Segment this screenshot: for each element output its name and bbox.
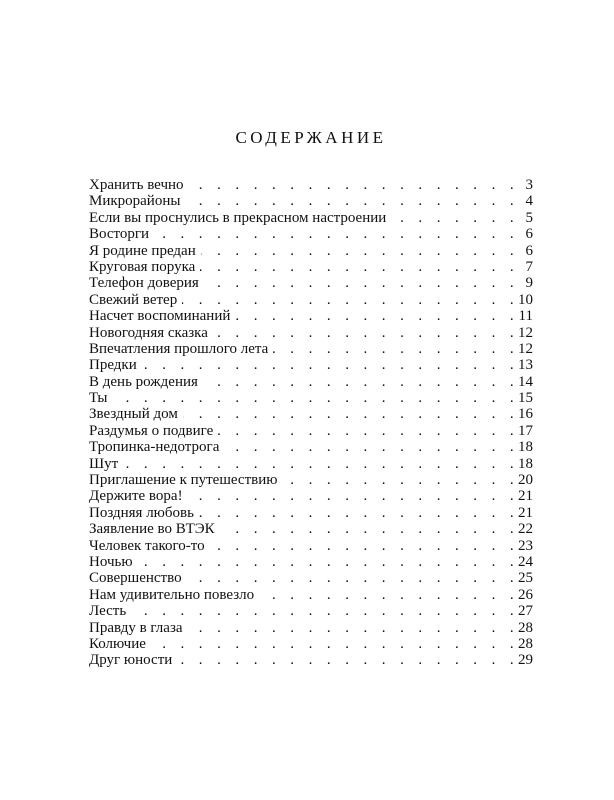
- toc-entry-title: Новогодняя сказка: [89, 325, 213, 341]
- toc-entry: [89, 636, 533, 652]
- toc-entry-page: 11: [515, 308, 533, 324]
- toc-entry-page: 28: [514, 620, 533, 636]
- toc-entry-page: 20: [514, 472, 533, 488]
- toc-entry: [89, 423, 533, 439]
- toc-entry-title: Если вы проснулись в прекрасном настроении: [89, 210, 391, 226]
- toc-entry-page: 6: [522, 243, 534, 259]
- toc-entry-title: Шут: [89, 456, 123, 472]
- toc-entry-title: Поздняя любовь: [89, 505, 199, 521]
- toc-entry-title: Хранить вечно: [89, 177, 189, 193]
- toc-entry: [89, 243, 533, 259]
- toc-entry-page: 3: [522, 177, 534, 193]
- toc-entry-title: Ночью: [89, 554, 138, 570]
- toc-entry-title: Друг юности: [89, 652, 177, 668]
- toc-entry-page: 23: [514, 538, 533, 554]
- toc-entry: [89, 292, 533, 308]
- toc-entry-title: Круговая порука: [89, 259, 200, 275]
- toc-entry: [89, 554, 533, 570]
- toc-entry-title: Микрорайоны: [89, 193, 185, 209]
- toc-entry: [89, 439, 533, 455]
- toc-entry-title: Восторги: [89, 226, 154, 242]
- toc-entry: [89, 456, 533, 472]
- toc-entry-page: 14: [514, 374, 533, 390]
- toc-entry-page: 12: [514, 325, 533, 341]
- toc-entry-title: Человек такого-то: [89, 538, 210, 554]
- page-title: СОДЕРЖАНИЕ: [235, 128, 387, 147]
- toc-entry: [89, 587, 533, 603]
- toc-entry-title: Впечатления прошлого лета: [89, 341, 273, 357]
- toc-list: [89, 177, 533, 669]
- toc-entry-page: 29: [514, 652, 533, 668]
- toc-entry-page: 18: [514, 439, 533, 455]
- toc-entry: [89, 472, 533, 488]
- toc-entry-title: Тропинка-недотрога: [89, 439, 224, 455]
- toc-entry-page: 6: [522, 226, 534, 242]
- toc-entry-page: 15: [514, 390, 533, 406]
- toc-entry: [89, 521, 533, 537]
- toc-entry-title: Лесть: [89, 603, 131, 619]
- toc-entry-title: Насчет воспоминаний: [89, 308, 235, 324]
- toc-entry-title: Раздумья о подвиге: [89, 423, 218, 439]
- toc-entry-page: 22: [514, 521, 533, 537]
- toc-entry-title: В день рождения: [89, 374, 203, 390]
- toc-entry: [89, 341, 533, 357]
- toc-entry-title: Телефон доверия: [89, 275, 204, 291]
- toc-entry-page: 18: [514, 456, 533, 472]
- toc-entry-page: 17: [514, 423, 533, 439]
- toc-entry: [89, 193, 533, 209]
- toc-entry-page: 16: [514, 406, 533, 422]
- toc-entry-title: Правду в глаза: [89, 620, 188, 636]
- toc-entry: [89, 505, 533, 521]
- toc-entry-page: 26: [514, 587, 533, 603]
- toc-entry: [89, 570, 533, 586]
- toc-entry-title: Предки: [89, 357, 142, 373]
- toc-entry-title: Держите вора!: [89, 488, 188, 504]
- toc-entry-title: Нам удивительно повезло: [89, 587, 259, 603]
- toc-entry: [89, 308, 533, 324]
- toc-entry: [89, 652, 533, 668]
- toc-entry: [89, 374, 533, 390]
- toc-entry-title: Я родине предан: [89, 243, 201, 259]
- toc-entry-page: 12: [514, 341, 533, 357]
- toc-entry-title: Свежий ветер: [89, 292, 182, 308]
- toc-entry-page: 28: [514, 636, 533, 652]
- toc-entry: [89, 210, 533, 226]
- toc-entry-title: Заявление во ВТЭК: [89, 521, 220, 537]
- toc-entry-title: Колючие: [89, 636, 151, 652]
- toc-entry-page: 24: [514, 554, 533, 570]
- toc-entry-page: 25: [514, 570, 533, 586]
- toc-entry-page: 5: [522, 210, 534, 226]
- toc-entry-title: Звездный дом: [89, 406, 183, 422]
- toc-entry-page: 21: [514, 488, 533, 504]
- toc-entry-page: 4: [522, 193, 534, 209]
- toc-entry-title: Ты: [89, 390, 113, 406]
- toc-entry-page: 7: [522, 259, 534, 275]
- toc-entry: [89, 488, 533, 504]
- toc-entry-title: Приглашение к путешествию: [89, 472, 282, 488]
- toc-entry-page: 13: [514, 357, 533, 373]
- toc-entry: [89, 325, 533, 341]
- toc-entry: [89, 603, 533, 619]
- toc-entry: [89, 259, 533, 275]
- toc-entry: [89, 620, 533, 636]
- toc-entry: [89, 226, 533, 242]
- toc-entry-page: 27: [514, 603, 533, 619]
- toc-entry-title: Совершенство: [89, 570, 187, 586]
- toc-entry: [89, 538, 533, 554]
- toc-entry: [89, 357, 533, 373]
- toc-entry-page: 10: [514, 292, 533, 308]
- toc-entry-page: 9: [522, 275, 534, 291]
- toc-entry: [89, 390, 533, 406]
- toc-entry-page: 21: [514, 505, 533, 521]
- toc-entry: [89, 406, 533, 422]
- toc-entry: [89, 275, 533, 291]
- toc-entry: [89, 177, 533, 193]
